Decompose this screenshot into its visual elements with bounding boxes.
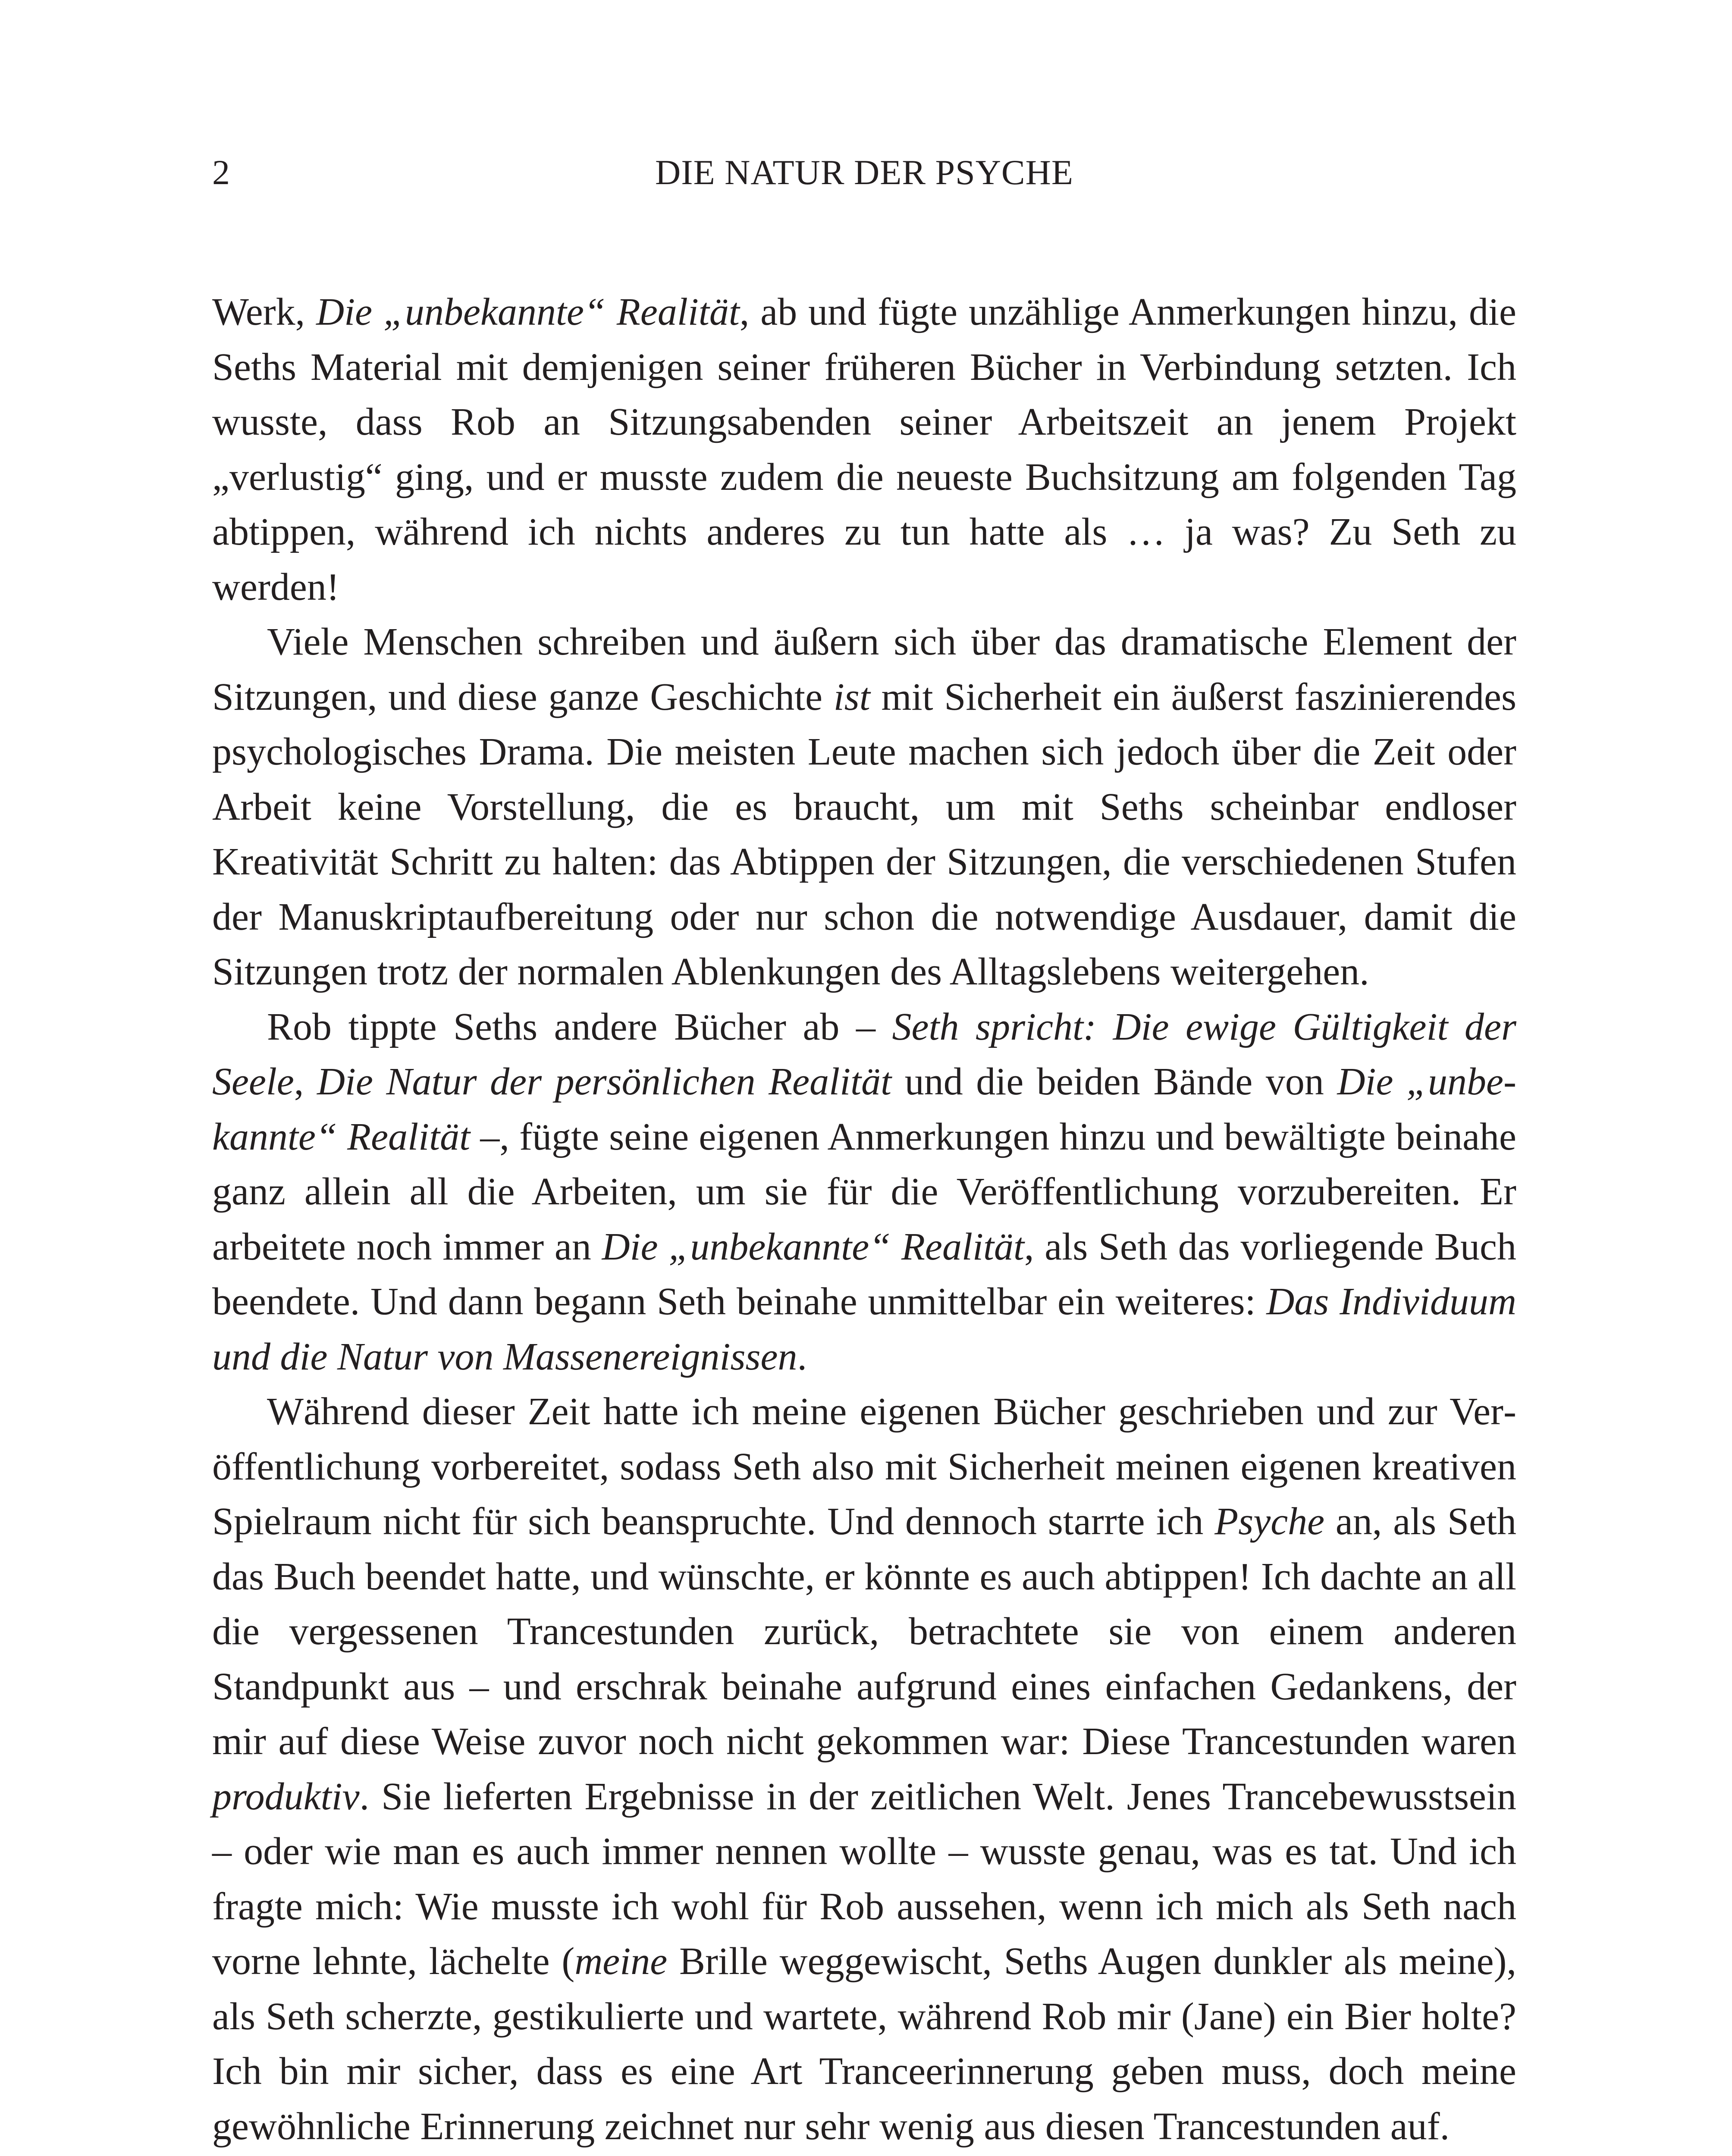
body-text [212, 285, 1516, 2154]
paragraph [212, 614, 1516, 1000]
running-head: DIE NATUR DER PSYCHE [655, 153, 1073, 192]
book-title-italic: Die „unbekannte“ Realität [212, 1060, 1516, 1158]
text-run: an, als Seth das Buch beendet hatte, und wünschte, er könnte es auch abtippen! Ich dachte an all die vergessenen Trancestunden zurück, betrachtete sie von einem anderen Standpunkt aus – und erschrak beinahe aufgrund eines einfachen Gedankens, der mir auf diese Weise zuvor noch nicht gekommen war: Diese Trancestunden waren [212, 1500, 1517, 1763]
text-run: , [294, 1060, 317, 1103]
text-run: . [797, 1335, 807, 1378]
book-title-italic: Seth spricht: Die ewige Gültigkeit der Seele [212, 1005, 1516, 1103]
emphasis-italic: meine [574, 1940, 668, 1983]
book-title-italic: Die „unbekannte“ Realität [316, 291, 740, 333]
paragraph [212, 1000, 1516, 1385]
book-title-italic: Die „unbekannte“ Realität [602, 1225, 1024, 1268]
text-run: Rob tippte Seths andere Bücher ab – [267, 1005, 892, 1048]
book-title-italic: Die Natur der persönlichen Realität [317, 1060, 892, 1103]
text-run: mit Sicherheit ein äußerst faszinierendes psychologisches Drama. Die meisten Leute machen sich jedoch über die Zeit oder Arbeit keine Vorstellung, die es braucht, um mit Seths scheinbar endloser Kreativität Schritt zu halten: das Abtippen der Sitzungen, die verschiedenen Stufen der Manuskriptaufbereitung oder nur schon die notwendige Ausdauer, damit die Sitzungen trotz der normalen Ablenkungen des Alltagslebens weitergehen. [212, 675, 1517, 993]
text-run: –, fügte seine eigenen Anmerkungen hinzu und bewältigte beinahe ganz allein all die Arbeiten, um sie für die Veröffentlichung vorzubereiten. Er arbeitete noch immer an [212, 1115, 1516, 1268]
text-run: und die beiden Bände von [891, 1060, 1337, 1103]
emphasis-italic: produktiv [212, 1775, 360, 1818]
text-run: Brille weggewischt, Seths Augen dunkler als meine), als Seth scherzte, gestikulierte und wartete, während Rob mir (Jane) ein Bier holte? Ich bin mir sicher, dass es eine Art Tranceerinnerung geben muss, doch meine gewöhnliche Erinnerung zeichnet nur sehr wenig aus diesen Trancestunden auf. [212, 1940, 1516, 2148]
text-run: , als Seth das vorliegende Buch beendete. Und dann begann Seth beinahe unmittelbar ein weiteres: [212, 1225, 1517, 1323]
text-run: Werk, [212, 291, 317, 333]
paragraph [212, 285, 1516, 614]
text-run: Während dieser Zeit hatte ich meine eigenen Bücher geschrieben und zur Veröffentlichung vorbereitet, sodass Seth also mit Sicherheit meinen eigenen kreativen Spielraum nicht für sich beanspruchte. Und dennoch starrte ich [212, 1390, 1516, 1543]
text-run: Viele Menschen schreiben und äußern sich über das dramatische Element der Sitzungen, und diese ganze Geschichte [212, 620, 1516, 718]
emphasis-italic: ist [833, 675, 870, 718]
book-title-italic: Psyche [1214, 1500, 1325, 1543]
page-header [212, 147, 1516, 198]
book-title-italic: Das Individuum und die Natur von Massenereignissen [212, 1280, 1516, 1378]
text-run: , ab und fügte unzählige Anmerkungen hinzu, die Seths Material mit demjenigen seiner früheren Bücher in Verbindung setzten. Ich wusste, dass Rob an Sitzungsabenden seiner Arbeitszeit an jenem Projekt „verlustig“ ging, und er musste zudem die neueste Buchsitzung am folgenden Tag abtippen, während ich nichts anderes zu tun hatte als … ja was? Zu Seth zu werden! [212, 291, 1516, 608]
paragraph [212, 1384, 1516, 2154]
text-run: . Sie lieferten Ergebnisse in der zeitlichen Welt. Jenes Trancebewusstsein – oder wie man es auch immer nennen wollte – wusste genau, was es tat. Und ich fragte mich: Wie musste ich wohl für Rob aussehen, wenn ich mich als Seth nach vorne lehnte, lächelte ( [212, 1775, 1516, 1983]
page-number: 2 [212, 153, 230, 192]
